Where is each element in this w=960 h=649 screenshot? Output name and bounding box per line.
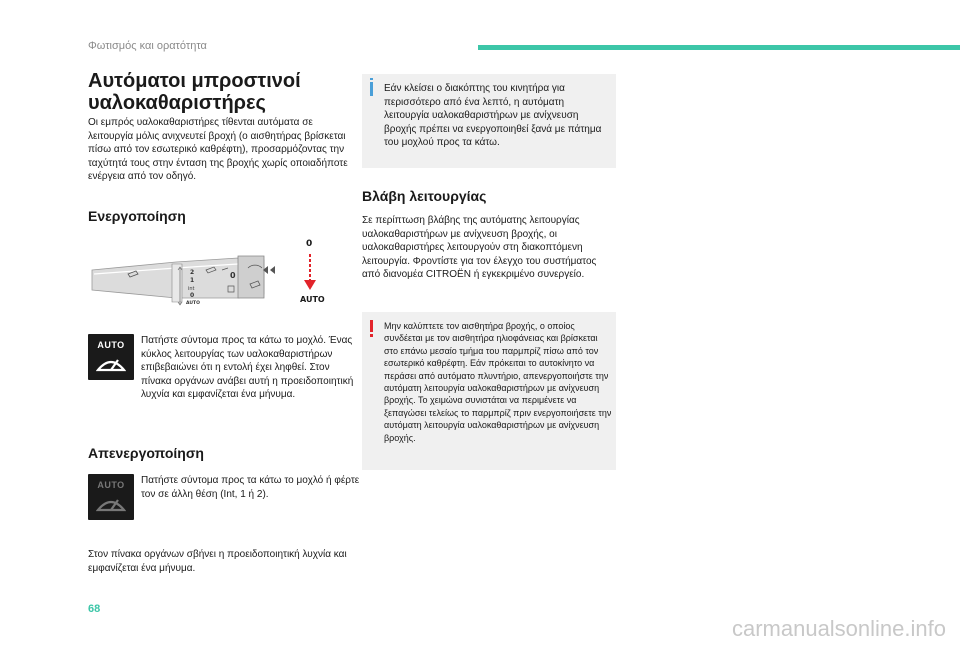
auto-wiper-warning-lamp-on (88, 334, 134, 380)
svg-text:0: 0 (230, 271, 236, 280)
wiper-stalk-illustration (88, 232, 340, 322)
activation-heading: Ενεργοποίηση (88, 208, 186, 224)
scale-label-auto: AUTO (186, 301, 200, 306)
header-accent-bar (478, 45, 960, 50)
intro-paragraph: Οι εμπρός υαλοκαθαριστήρες τίθενται αυτόματα σε λειτουργία μόλις ανιχνευτεί βροχή (ο αισθητήρας βρίσκεται πίσω από τον εσωτερικό καθρέφτη), προσαρμόζοντας την ταχύτητά τους στην ένταση της βροχής χωρίς οποιαδήποτε ενέργεια από τον οδηγό. (88, 117, 348, 182)
scale-label-2: 2 (190, 269, 195, 276)
page-title: Αυτόματοι μπροστινοί υαλοκαθαριστήρες (88, 70, 301, 114)
scale-label-1: 1 (190, 277, 195, 284)
stalk-position-auto-label: AUTO (300, 295, 325, 304)
scale-label-int: int (188, 286, 195, 292)
section-header-title: Φωτισμός και ορατότητα (88, 40, 207, 52)
windscreen-wiper-icon (96, 354, 126, 374)
auto-wiper-warning-lamp-off (88, 474, 134, 520)
deactivation-note: Στον πίνακα οργάνων σβήνει η προειδοποιητική λυχνία και εμφανίζεται ένα μήνυμα. (88, 549, 347, 574)
auto-lamp-label: AUTO (97, 340, 125, 350)
windscreen-wiper-off-icon (96, 494, 126, 514)
warning-text: Μην καλύπτετε τον αισθητήρα βροχής, ο οποίος συνδέεται με τον αισθητήρα ηλιοφάνειας και βρίσκεται στο επάνω μεσαίο τμήμα του παρμπρίζ πίσω από τον εσωτερικό καθρέφτη. Εάν πρόκειται το αυτοκίνητο να περάσει από αυτόματο πλυντήριο, απενεργοποιήστε την αυτόματη λειτουργία υαλοκαθαριστήρων με ανίχνευση βροχής. Το χειμώνα συνιστάται να περιμένετε να ξεπαγώσει τελείως το παρμπρίζ πριν ενεργοποιήσετε την αυτόματη λειτουργία υαλοκαθαριστήρων με ανίχνευση βροχής. (384, 321, 612, 443)
info-icon (370, 82, 373, 96)
warning-icon (370, 320, 373, 332)
activation-instruction: Πατήστε σύντομα προς τα κάτω το μοχλό. Ένας κύκλος λειτουργίας των υαλοκαθαριστήρων επιβεβαιώνει ότι η εντολή έχει ληφθεί. Στον πίνακα οργάνων ανάβει αυτή η προειδοποιητική λυχνία και εμφανίζεται ένα μήνυμα. (141, 335, 354, 400)
info-text: Εάν κλείσει ο διακόπτης του κινητήρα για περισσότερο από ένα λεπτό, η αυτόματη λειτουργία υαλοκαθαριστήρων με ανίχνευση βροχής πρέπει να ενεργοποιηθεί ξανά με πάτημα του μοχλού προς τα κάτω. (384, 83, 602, 148)
malfunction-heading: Βλάβη λειτουργίας (362, 188, 487, 204)
auto-lamp-off-label: AUTO (97, 480, 125, 490)
info-box (362, 74, 616, 168)
deactivation-heading: Απενεργοποίηση (88, 445, 204, 461)
warning-box (362, 312, 616, 470)
malfunction-text: Σε περίπτωση βλάβης της αυτόματης λειτουργίας υαλοκαθαριστήρων με ανίχνευση βροχής, οι υαλοκαθαριστήρες λειτουργούν στη διακοπτόμενη λειτουργία. Φροντίστε για τον έλεγχο του συστήματος από διανομέα CITROËN ή εγκεκριμένο συνεργείο. (362, 215, 597, 280)
page-number: 68 (88, 603, 101, 615)
deactivation-instruction: Πατήστε σύντομα προς τα κάτω το μοχλό ή φέρτε τον σε άλλη θέση (Int, 1 ή 2). (141, 475, 360, 500)
stalk-position-zero-label: 0 (306, 239, 313, 249)
watermark: carmanualsonline.info (731, 616, 946, 641)
scale-label-0: 0 (190, 292, 195, 299)
